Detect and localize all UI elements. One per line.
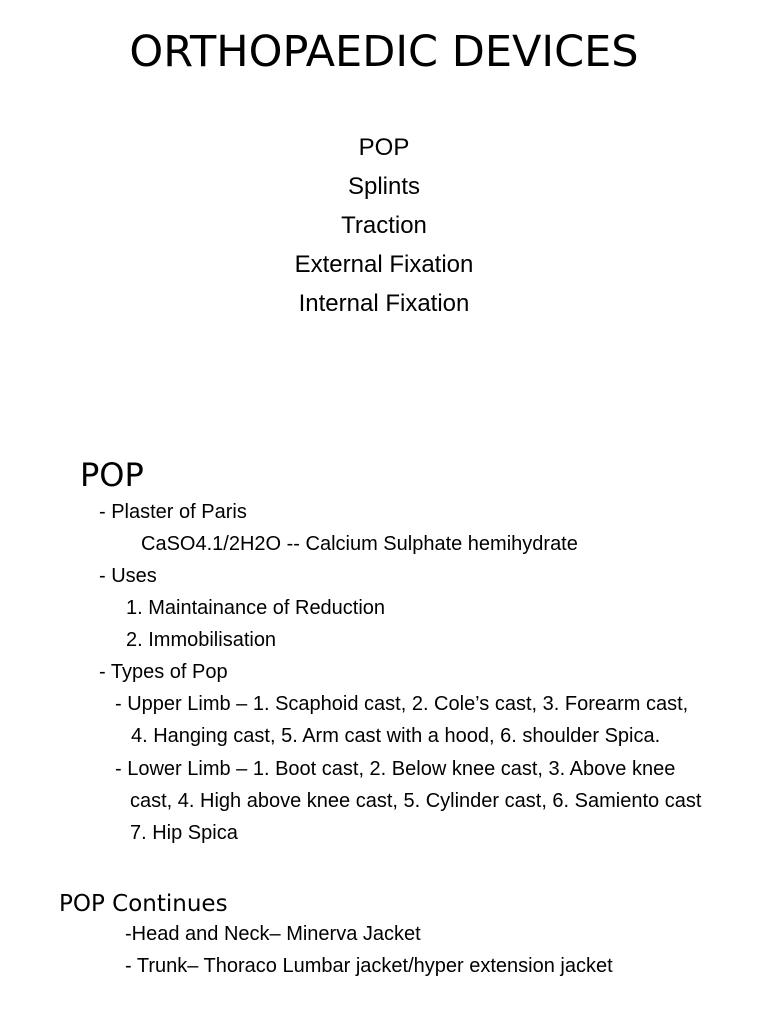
topic-list [0,128,768,323]
body-line: - Trunk– Thoraco Lumbar jacket/hyper extension jacket [125,955,613,977]
topic-item: POP [358,134,410,161]
body-line: CaSO4.1/2H2O -- Calcium Sulphate hemihydrate [141,533,578,555]
pop-heading: POP [80,456,144,494]
body-line: - Plaster of Paris [99,501,247,523]
body-line: - Upper Limb – 1. Scaphoid cast, 2. Cole’s cast, 3. Forearm cast, [115,693,689,715]
topic-item: Splints [347,173,421,200]
body-line: 2. Immobilisation [126,629,277,651]
body-line: 1. Maintainance of Reduction [126,597,386,619]
body-line: 4. Hanging cast, 5. Arm cast with a hood, 6. shoulder Spica. [131,725,661,747]
pop-continues-heading: POP Continues [59,891,228,917]
body-line: - Types of Pop [99,661,228,683]
topic-item: Traction [341,212,427,239]
topic-item: External Fixation [294,251,474,278]
body-line: 7. Hip Spica [130,822,238,844]
slide-title: ORTHOPAEDIC DEVICES [129,27,639,77]
topic-item: Internal Fixation [298,290,470,317]
body-line: - Uses [99,565,157,587]
body-line: - Lower Limb – 1. Boot cast, 2. Below knee cast, 3. Above knee [115,758,676,780]
body-line: -Head and Neck– Minerva Jacket [125,923,421,945]
body-line: cast, 4. High above knee cast, 5. Cylinder cast, 6. Samiento cast [130,790,702,812]
